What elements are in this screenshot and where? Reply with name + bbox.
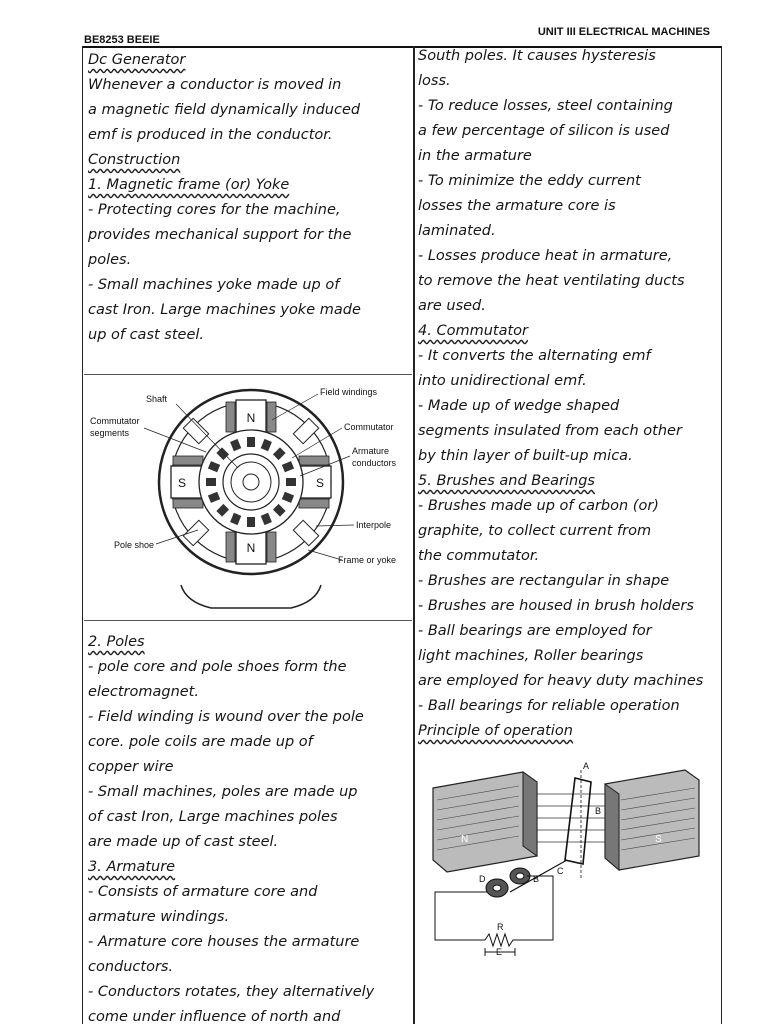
text-line: - Armature core houses the armature [88,934,360,950]
pole-label-s-left: S [177,476,187,490]
magnet-label-n: N [461,834,469,845]
brushes-text [418,494,718,719]
text-line: losses the armature core is [418,198,616,214]
text-line: a magnetic field dynamically induced [88,102,361,118]
label-b-upper: B [595,806,602,816]
label-a: A [583,761,590,771]
interpole [183,520,208,545]
armature-heading: 3. Armature [88,859,176,875]
text-line: - Ball bearings are employed for [418,623,652,639]
text-line: - Protecting cores for the machine, [88,202,341,218]
text-line: - It converts the alternating emf [418,348,651,364]
brushes-heading: 5. Brushes and Bearings [418,473,595,489]
text-line: core. pole coils are made up of [88,734,313,750]
section-title-dc-generator: Dc Generator [88,52,186,68]
text-line: the commutator. [418,548,540,564]
section-rule [84,620,412,621]
construction-heading: Construction [88,152,181,168]
text-line: - Consists of armature core and [88,884,318,900]
label-d: D [479,874,486,884]
machine-base [181,585,321,608]
label-b-lower: B [533,874,540,884]
label-interpole: Interpole [356,520,392,530]
armature-slot [247,437,255,447]
text-line: - Made up of wedge shaped [418,398,620,414]
text-line: copper wire [88,759,174,775]
magnet-south [605,770,699,870]
field-winding [299,499,329,508]
dc-generator-diagram [86,380,412,620]
section-rule [84,374,412,375]
text-line: are made up of cast steel. [88,834,279,850]
text-line: to remove the heat ventilating ducts [418,273,685,289]
text-line: South poles. It causes hysteresis [418,48,656,64]
label-pole-shoe: Pole shoe [114,540,155,550]
text-line: armature windings. [88,909,230,925]
text-line: emf is produced in the conductor. [88,127,333,143]
text-line: of cast Iron, Large machines poles [88,809,338,825]
shaft [243,474,259,490]
label-shaft: Shaft [146,394,168,404]
label-armature-conductors-line2: conductors [352,458,397,468]
text-line: graphite, to collect current from [418,523,652,539]
label-commutator-segments-line1: Commutator [90,416,140,426]
text-line: - Losses produce heat in armature, [418,248,673,264]
text-line: a few percentage of silicon is used [418,123,670,139]
field-winding [299,456,329,465]
label-e: E [496,947,503,957]
intro-text [88,73,410,148]
text-line: - Small machines yoke made up of [88,277,340,293]
label-c: C [557,866,564,876]
armature-text [88,880,410,1030]
poles-text [88,655,410,855]
text-line: come under influence of north and [88,1009,341,1025]
course-code: BE8253 BEEIE [84,34,160,46]
text-line: - To minimize the eddy current [418,173,641,189]
label-frame-or-yoke: Frame or yoke [338,555,397,565]
pole-label-n-bottom: N [246,541,256,555]
text-line: segments insulated from each other [418,423,682,439]
text-line: - To reduce losses, steel containing [418,98,673,114]
text-line: - Brushes made up of carbon (or) [418,498,659,514]
text-line: up of cast steel. [88,327,205,343]
right-column [418,44,718,744]
interpole [183,418,208,443]
left-column-bottom [88,630,410,1030]
field-winding [267,402,276,432]
text-line: provides mechanical support for the [88,227,352,243]
pole-label-s-right: S [315,476,325,490]
principle-heading: Principle of operation [418,723,573,739]
text-line: conductors. [88,959,174,975]
yoke-text [88,198,410,348]
text-line: - Small machines, poles are made up [88,784,358,800]
text-line: loss. [418,73,451,89]
text-line: light machines, Roller bearings [418,648,644,664]
text-line: - Field winding is wound over the pole [88,709,364,725]
interpole [293,418,318,443]
text-line: - Conductors rotates, they alternatively [88,984,375,1000]
text-line: are employed for heavy duty machines [418,673,704,689]
field-winding [267,532,276,562]
label-armature-conductors-line1: Armature [352,446,390,456]
text-line: - Ball bearings for reliable operation [418,698,680,714]
text-line: poles. [88,252,132,268]
text-line: electromagnet. [88,684,199,700]
label-field-windings: Field windings [320,387,378,397]
text-line: cast Iron. Large machines yoke made [88,302,361,318]
field-winding [173,499,203,508]
armature-slot [247,517,255,527]
text-line: in the armature [418,148,532,164]
magnet-north [433,772,537,872]
principle-of-operation-diagram [415,760,720,1022]
poles-heading: 2. Poles [88,634,145,650]
slip-rings [486,868,530,897]
text-line: into unidirectional emf. [418,373,587,389]
commutator-text [418,344,718,469]
field-winding [226,402,235,432]
text-line: laminated. [418,223,496,239]
armature-continued-text [418,44,718,319]
armature-coil [565,778,591,864]
magnet-label-s: S [655,834,662,845]
text-line: are used. [418,298,486,314]
text-line: Whenever a conductor is moved in [88,77,342,93]
field-winding [173,456,203,465]
yoke-heading: 1. Magnetic frame (or) Yoke [88,177,290,193]
field-winding [226,532,235,562]
pole-label-n-top: N [246,411,256,425]
text-line: - pole core and pole shoes form the [88,659,347,675]
text-line: - Brushes are rectangular in shape [418,573,670,589]
armature-slot [286,478,296,486]
interpole [293,520,318,545]
left-column-top [88,48,410,348]
text-line: by thin layer of built-up mica. [418,448,633,464]
armature-slot [206,478,216,486]
text-line: - Brushes are housed in brush holders [418,598,694,614]
label-commutator-segments-line2: segments [90,428,130,438]
unit-title: UNIT III ELECTRICAL MACHINES [537,26,710,38]
commutator-heading: 4. Commutator [418,323,528,339]
label-commutator: Commutator [344,422,394,432]
label-r: R [497,922,504,932]
